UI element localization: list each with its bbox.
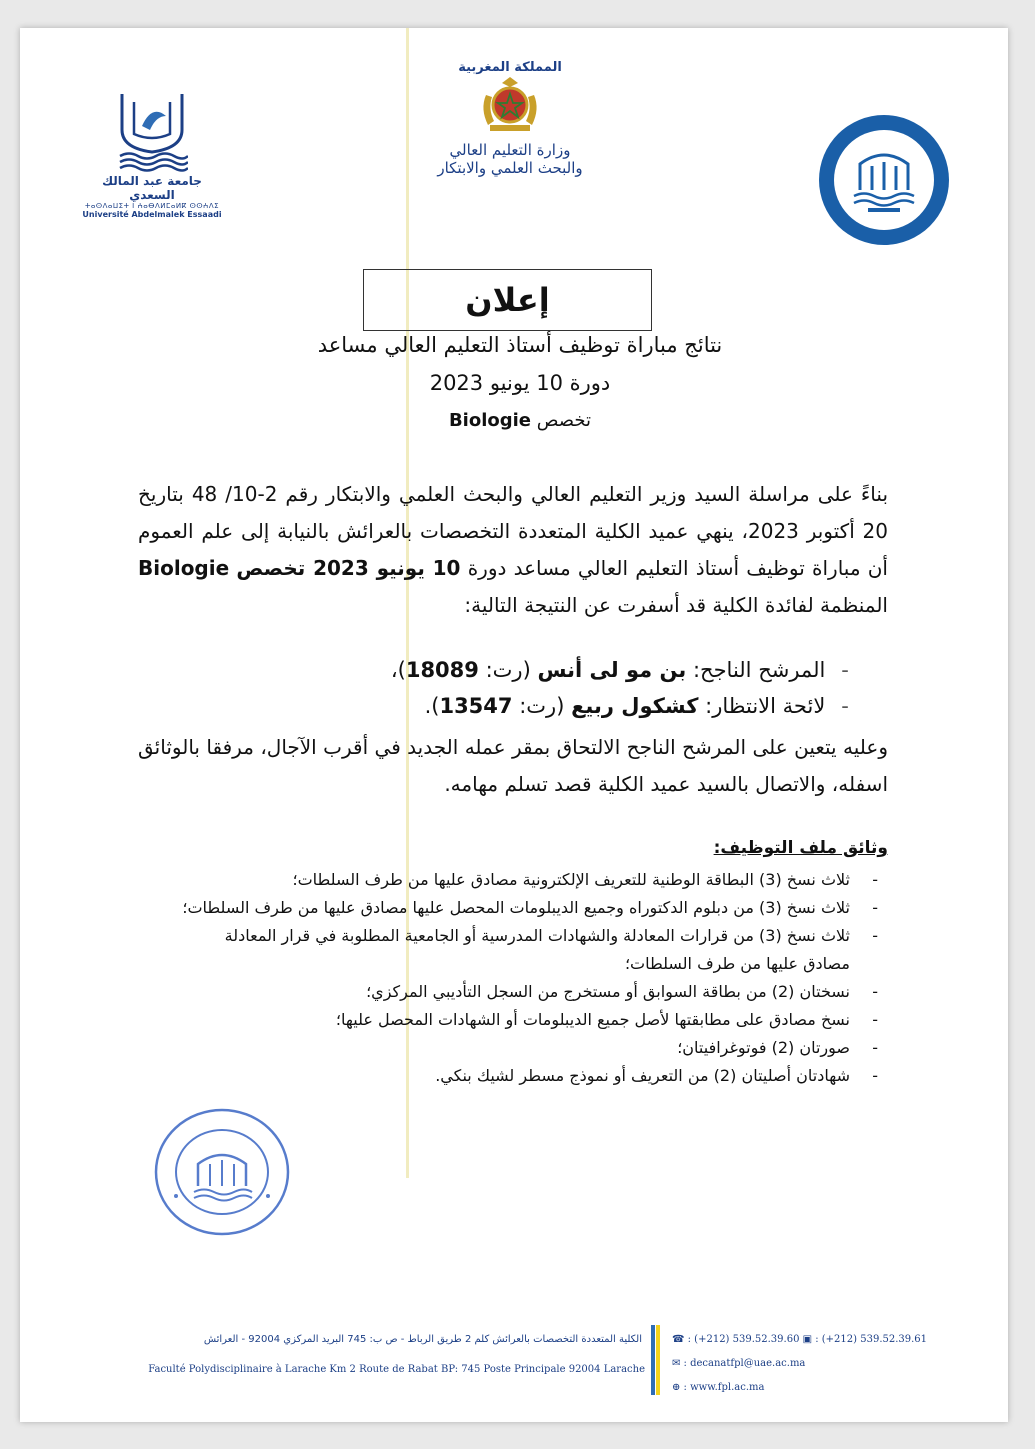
list-item-text: ثلاث نسخ (3) من دبلوم الدكتوراه وجميع الديبلومات المحصل عليها مصادق عليها من طرف السلطات؛ (182, 898, 850, 917)
announcement-paragraph (138, 476, 888, 624)
kingdom-name: المملكة المغربية (458, 60, 562, 75)
paragraph-specialty: Biologie (138, 556, 230, 580)
candidate-label: المرشح الناجح: (692, 658, 826, 682)
candidate-ref: 18089 (405, 658, 479, 682)
waiting-list-end: ). (424, 694, 440, 718)
waiting-list-ref: 13547 (439, 694, 513, 718)
list-item (180, 1062, 890, 1090)
list-item (180, 1006, 890, 1034)
document-page (20, 28, 1008, 1422)
list-bullet: - (872, 898, 878, 917)
university-name-tifinagh: ⵜⴰⵙⴷⴰⵡⵉⵜ ⵏ ⵄⴰⴱⴷⵍⵎⴰⵍⴽ ⵙⵙⵄⴷⵉ (84, 202, 220, 210)
waiting-list (138, 694, 858, 718)
paragraph-text-1: بناءً على مراسلة السيد وزير التعليم العالي والبحث العلمي والابتكار رقم 2-10/ 48 بتاريخ 20 أكتوبر 2023، ينهي عميد الكلية المتعددة التخصصات بالعرائش بالنيابة إلى علم العموم أن مباراة توظيف أستاذ التعليم العالي مساعد دورة (138, 482, 889, 580)
documents-list (180, 866, 890, 1090)
list-item (180, 866, 890, 894)
list-item (180, 1034, 890, 1062)
paragraph-text-2: المنظمة لفائدة الكلية قد أسفرت عن النتيجة التالية: (464, 593, 888, 617)
list-item-text: ثلاث نسخ (3) البطاقة الوطنية للتعريف الإلكترونية مصادق عليها من طرف السلطات؛ (292, 870, 850, 889)
faculty-seal-icon (816, 112, 952, 248)
paragraph-date-bold: 10 يونيو 2023 تخصص (236, 556, 461, 580)
faculty-logo (816, 112, 952, 252)
footer-address-fr: Faculté Polydisciplinaire à Larache Km 2 Route de Rabat BP: 745 Poste Principale 92004 Larache (148, 1364, 645, 1375)
documents-title: وثائق ملف التوظيف: (713, 838, 888, 858)
ministry-name-line2: والبحث العلمي والابتكار (437, 159, 583, 177)
candidate-ref-label: (رت: (485, 658, 531, 682)
successful-candidate (138, 658, 858, 682)
university-name-ar: جامعة عبد المالك السعدي (102, 174, 202, 202)
university-logo (82, 90, 222, 219)
list-item (180, 894, 890, 922)
coat-of-arms-icon (478, 75, 542, 133)
footer-divider (651, 1325, 655, 1395)
list-bullet: - (872, 1010, 878, 1029)
waiting-list-label: لائحة الانتظار: (705, 694, 826, 718)
university-name-fr: Université Abdelmalek Essaadi (82, 210, 222, 219)
footer-website[interactable]: ⊕ : www.fpl.ac.ma (672, 1382, 765, 1393)
waiting-list-ref-label: (رت: (519, 694, 565, 718)
subtitle-results: نتائج مباراة توظيف أستاذ التعليم العالي مساعد (317, 333, 723, 357)
candidate-name: بن مو لى أنس (537, 658, 687, 682)
list-dash: - (841, 694, 849, 718)
list-bullet: - (872, 926, 878, 945)
footer-divider-accent (656, 1325, 660, 1395)
list-item-text: ثلاث نسخ (3) من قرارات المعادلة والشهادات المدرسية أو الجامعية المطلوبة في قرار المعادلة مصادق عليها من طرف السلطات؛ (224, 926, 850, 973)
list-bullet: - (872, 1066, 878, 1085)
list-item (180, 978, 890, 1006)
list-item-text: شهادتان أصليتان (2) من التعريف أو نموذج مسطر لشيك بنكي. (435, 1066, 850, 1085)
footer-phone: ☎ : (+212) 539.52.39.60 ▣ : (+212) 539.52.39.61 (672, 1334, 928, 1345)
instructions-paragraph: وعليه يتعين على المرشح الناجح الالتحاق بمقر عمله الجديد في أقرب الآجال، مرفقا بالوثائق اسفله، والاتصال بالسيد عميد الكلية قصد تسلم مهامه. (138, 735, 888, 796)
footer-email[interactable]: ✉ : decanatfpl@uae.ac.ma (672, 1358, 806, 1369)
subtitle-session: دورة 10 يونيو 2023 (429, 371, 611, 395)
university-emblem-icon (116, 90, 188, 172)
list-bullet: - (872, 1038, 878, 1057)
list-bullet: - (872, 982, 878, 1001)
specialty-name: Biologie (448, 410, 532, 431)
list-item-text: نسخ مصادق على مطابقتها لأصل جميع الديبلومات أو الشهادات المحصل عليها؛ (335, 1010, 850, 1029)
list-bullet: - (872, 870, 878, 889)
list-dash: - (841, 658, 849, 682)
ministry-name-line1: وزارة التعليم العالي (449, 141, 571, 159)
stamp-icon (152, 1106, 292, 1238)
subtitle-specialty (170, 410, 870, 431)
list-item-text: نسختان (2) من بطاقة السوابق أو مستخرج من السجل التأديبي المركزي؛ (366, 982, 850, 1001)
specialty-label: تخصص (536, 410, 592, 431)
candidate-end: )، (390, 658, 406, 682)
ministry-header (380, 60, 640, 177)
list-item-text: صورتان (2) فوتوغرافيتان؛ (677, 1038, 850, 1057)
waiting-list-name: كشكول ربيع (571, 694, 699, 718)
list-item (180, 922, 890, 978)
official-stamp (152, 1106, 292, 1242)
footer-address-ar: الكلية المتعددة التخصصات بالعرائش كلم 2 طريق الرباط - ص ب: 745 البريد المركزي 92004 - العرائش (203, 1334, 642, 1345)
announcement-title: إعلان (363, 269, 652, 331)
